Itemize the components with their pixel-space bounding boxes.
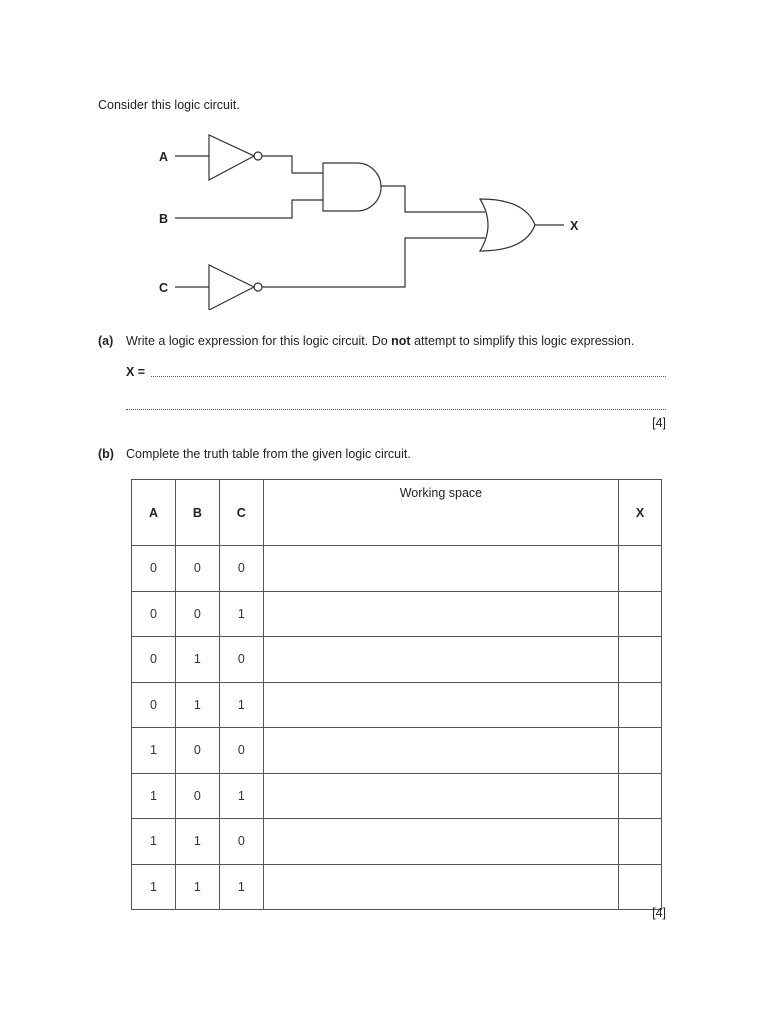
cell-a: 0 [132,546,176,592]
cell-b: 1 [175,819,219,865]
wire-nota-and [262,156,323,173]
output-cell[interactable] [619,637,662,683]
logic-circuit-diagram [150,125,590,310]
cell-b: 0 [175,728,219,774]
cell-b: 1 [175,864,219,910]
cell-a: 1 [132,728,176,774]
wire-b [175,200,323,218]
table-row [132,728,662,774]
working-space-cell[interactable] [263,682,618,728]
not-gate-a [209,135,254,180]
cell-c: 1 [219,682,263,728]
cell-c: 0 [219,546,263,592]
output-cell[interactable] [619,682,662,728]
header-x: X [619,480,662,546]
working-space-cell[interactable] [263,546,618,592]
not-gate-c [209,265,254,310]
working-space-cell[interactable] [263,728,618,774]
cell-c: 1 [219,773,263,819]
cell-a: 1 [132,773,176,819]
working-space-cell[interactable] [263,819,618,865]
part-a-label: (a) [98,334,114,348]
output-label-x: X [570,219,579,233]
part-b-question: Complete the truth table from the given logic circuit. [126,447,411,461]
dotted-answer-line[interactable] [151,366,666,377]
input-label-a: A [159,150,169,164]
and-gate [323,163,381,211]
cell-b: 1 [175,682,219,728]
cell-c: 0 [219,728,263,774]
cell-a: 0 [132,682,176,728]
header-b: B [175,480,219,546]
part-b-marks: [4] [652,906,666,920]
table-row [132,773,662,819]
table-row [132,591,662,637]
output-cell[interactable] [619,864,662,910]
part-b-label: (b) [98,447,114,461]
cell-a: 1 [132,819,176,865]
cell-b: 1 [175,637,219,683]
working-space-cell[interactable] [263,637,618,683]
cell-c: 1 [219,591,263,637]
cell-c: 1 [219,864,263,910]
table-row [132,819,662,865]
or-gate [480,199,535,251]
output-cell[interactable] [619,591,662,637]
output-cell[interactable] [619,546,662,592]
cell-b: 0 [175,546,219,592]
part-a-marks: [4] [652,416,666,430]
header-c: C [219,480,263,546]
intro-text: Consider this logic circuit. [98,98,240,112]
answer-prefix: X = [126,365,146,379]
dotted-answer-line[interactable] [126,399,666,410]
input-label-c: C [159,281,169,295]
truth-table-header [132,480,662,546]
working-space-cell[interactable] [263,773,618,819]
header-working-space: Working space [263,480,618,546]
cell-a: 0 [132,591,176,637]
output-cell[interactable] [619,819,662,865]
cell-b: 0 [175,591,219,637]
answer-line-2[interactable] [126,398,666,412]
table-row [132,637,662,683]
part-a-question: Write a logic expression for this logic circuit. Do not attempt to simplify this logic expression. [126,334,635,348]
answer-line-1[interactable] [126,365,666,379]
table-row [132,546,662,592]
output-cell[interactable] [619,728,662,774]
truth-table [131,479,662,910]
output-cell[interactable] [619,773,662,819]
cell-a: 0 [132,637,176,683]
cell-a: 1 [132,864,176,910]
cell-c: 0 [219,819,263,865]
cell-c: 0 [219,637,263,683]
wire-and-or [381,186,485,212]
working-space-cell[interactable] [263,864,618,910]
table-row [132,682,662,728]
wire-notc-or [262,238,485,287]
cell-b: 0 [175,773,219,819]
table-row [132,864,662,910]
input-label-b: B [159,212,169,226]
header-a: A [132,480,176,546]
working-space-cell[interactable] [263,591,618,637]
